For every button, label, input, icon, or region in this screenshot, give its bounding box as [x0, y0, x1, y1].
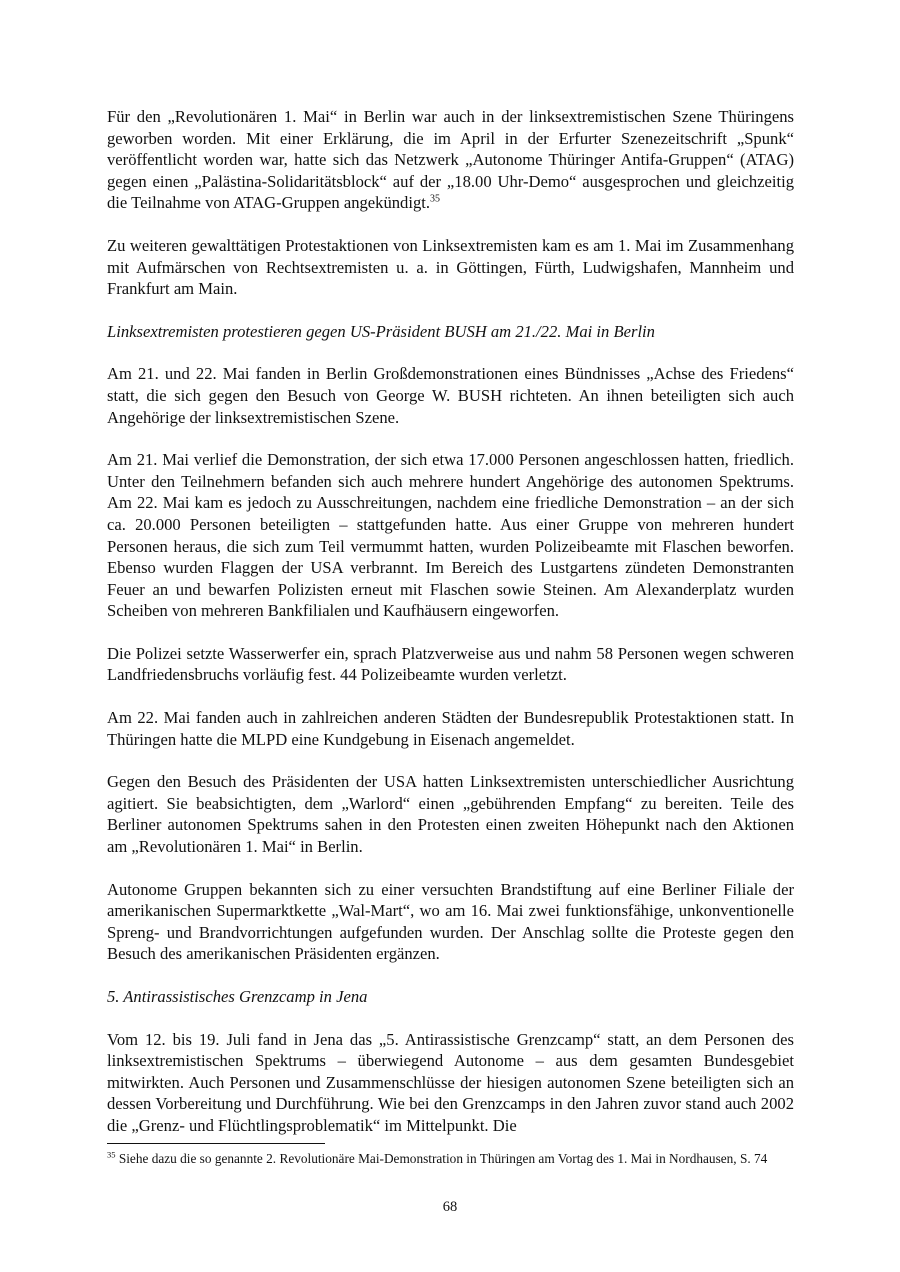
- paragraph: Vom 12. bis 19. Juli fand in Jena das „5. Antirassistische Grenzcamp“ statt, an dem Personen des linksextremistischen Spektrums – überwiegend Autonome – aus dem gesamten Bundesgebiet mitwirkten. Auch Personen und Zusammenschlüsse der hiesigen autonomen Szene beteiligten sich an dessen Vorbereitung und Durchführung. Wie bei den Grenzcamps in den Jahren zuvor stand auch 2002 die „Grenz- und Flüchtlingsproblematik“ im Mittelpunkt. Die: [107, 1029, 794, 1135]
- footnote-number: 35: [107, 1149, 116, 1160]
- footnote-divider: [107, 1143, 325, 1144]
- paragraph: Die Polizei setzte Wasserwerfer ein, sprach Platzverweise aus und nahm 58 Personen wegen schweren Landfriedensbruchs vorläufig fest. 44 Polizeibeamte wurden verletzt.: [107, 643, 794, 685]
- footnote: [107, 1150, 794, 1167]
- page-body: [107, 106, 794, 1158]
- section-heading: 5. Antirassistisches Grenzcamp in Jena: [107, 987, 368, 1006]
- footnote-reference[interactable]: 35: [430, 193, 441, 205]
- section-heading: Linksextremisten protestieren gegen US-Präsident BUSH am 21./22. Mai in Berlin: [107, 321, 655, 341]
- paragraph: Am 22. Mai fanden auch in zahlreichen anderen Städten der Bundesrepublik Protestaktionen statt. In Thüringen hatte die MLPD eine Kundgebung in Eisenach angemeldet.: [107, 708, 794, 749]
- paragraph: Autonome Gruppen bekannten sich zu einer versuchten Brandstiftung auf eine Berliner Filiale der amerikanischen Supermarktkette „Wal-Mart“, wo am 16. Mai zwei funktionsfähige, unkonventionelle Spreng- und Brandvorrichtungen aufgefunden wurden. Der Anschlag sollte die Proteste gegen den Besuch des amerikanischen Präsidenten ergänzen.: [107, 879, 794, 964]
- page-number: 68: [442, 1199, 458, 1215]
- footnote-text: Siehe dazu die so genannte 2. Revolutionäre Mai-Demonstration in Thüringen am Vortag des 1. Mai in Nordhausen, S. 74: [115, 1151, 768, 1166]
- paragraph: Am 21. und 22. Mai fanden in Berlin Großdemonstrationen eines Bündnisses „Achse des Friedens“ statt, die sich gegen den Besuch von George W. BUSH richteten. An ihnen beteiligten sich auch Angehörige der linksextremistischen Szene.: [107, 364, 794, 427]
- paragraph: Am 21. Mai verlief die Demonstration, der sich etwa 17.000 Personen angeschlossen hatten, friedlich. Unter den Teilnehmern befanden sich auch mehrere hundert Angehörige des autonomen Spektrums. Am 22. Mai kam es jedoch zu Ausschreitungen, nachdem eine friedliche Demonstration – an der sich ca. 20.000 Personen beteiligten – stattgefunden hatte. Aus einer Gruppe von mehreren hundert Personen heraus, die sich zum Teil vermummt hatten, wurden Polizeibeamte mit Flaschen beworfen. Ebenso wurden Flaggen der USA verbrannt. Im Bereich des Lustgartens zündeten Demonstranten Feuer an und bewarfen Polizisten erneut mit Flaschen sowie Steinen. Am Alexanderplatz wurden Scheiben von mehreren Bankfilialen und Kaufhäusern eingeworfen.: [107, 450, 794, 621]
- paragraph: [107, 106, 794, 214]
- paragraph: Zu weiteren gewalttätigen Protestaktionen von Linksextremisten kam es am 1. Mai im Zusammenhang mit Aufmärschen von Rechtsextremisten u. a. in Göttingen, Fürth, Ludwigshafen, Mannheim und Frankfurt am Main.: [107, 235, 794, 299]
- paragraph: Gegen den Besuch des Präsidenten der USA hatten Linksextremisten unterschiedlicher Ausrichtung agitiert. Sie beabsichtigten, dem „Warlord“ einen „gebührenden Empfang“ zu bereiten. Teile des Berliner autonomen Spektrums sahen in den Protesten einen zweiten Höhepunkt nach den Aktionen am „Revolutionären 1. Mai“ in Berlin.: [107, 772, 794, 857]
- paragraph-text: Für den „Revolutionären 1. Mai“ in Berlin war auch in der linksextremistischen Szene Thüringens geworben worden. Mit einer Erklärung, die im April in der Erfurter Szenezeitschrift „Spunk“ veröffentlicht worden war, hatte sich das Netzwerk „Autonome Thüringer Antifa-Gruppen“ (ATAG) gegen einen „Palästina-Solidaritätsblock“ auf der „18.00 Uhr-Demo“ ausgesprochen und gleichzeitig die Teilnahme von ATAG-Gruppen angekündigt.: [107, 107, 794, 213]
